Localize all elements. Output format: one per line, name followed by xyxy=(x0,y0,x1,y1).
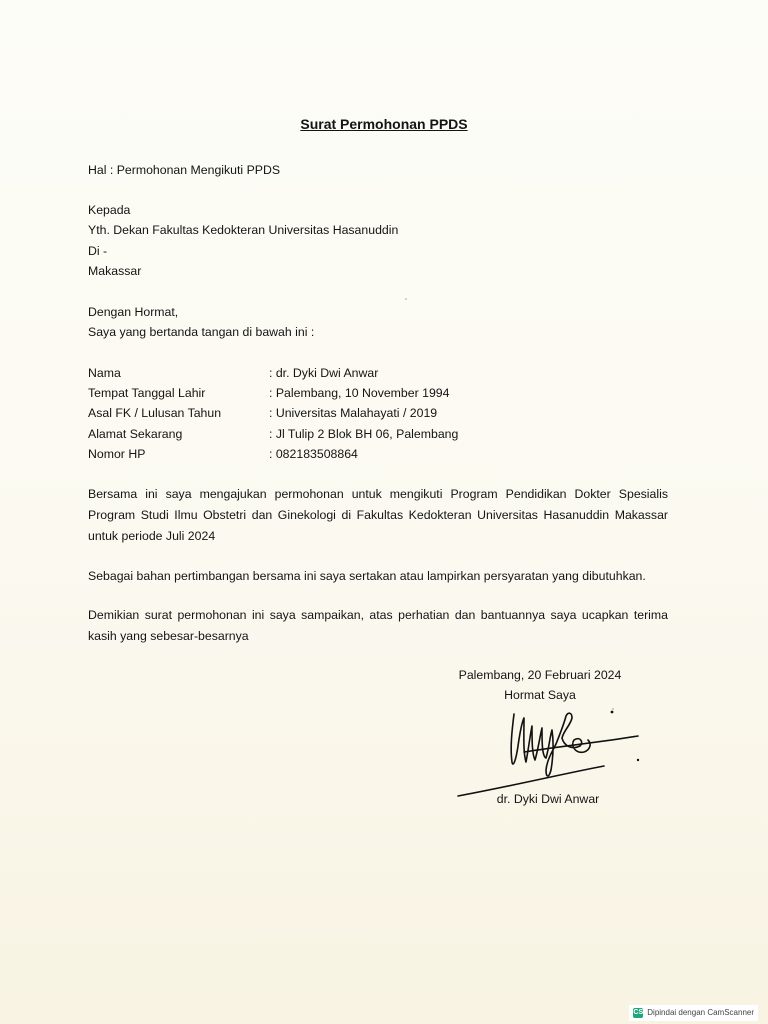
field-label-name: Nama xyxy=(88,366,121,380)
camscanner-text: Dipindai dengan CamScanner xyxy=(647,1008,754,1017)
field-label-origin: Asal FK / Lulusan Tahun xyxy=(88,406,222,420)
camscanner-icon: CS xyxy=(633,1009,644,1016)
signer-name: dr. Dyki Dwi Anwar xyxy=(496,792,600,806)
field-value-birth: : Palembang, 10 November 1994 xyxy=(269,386,450,400)
recipient-line-2: Yth. Dekan Fakultas Kedokteran Universitas Hasanuddin xyxy=(88,223,399,237)
paragraph-closing: Demikian surat permohonan ini saya sampaikan, atas perhatian dan bantuannya saya ucapkan terima kasih yang sebesar-besarnya xyxy=(88,608,668,643)
handwritten-signature xyxy=(452,700,652,800)
scan-speck xyxy=(405,298,407,300)
recipient-line-4: Makassar xyxy=(88,264,142,278)
place-date: Palembang, 20 Februari 2024 xyxy=(458,668,622,682)
paragraph-request: Bersama ini saya mengajukan permohonan untuk mengikuti Program Pendidikan Dokter Spesialis Program Studi Ilmu Obstetri dan Ginekologi di Fakultas Kedokteran Universitas Hasanuddin Makassar untuk periode Juli 2024 xyxy=(88,487,668,543)
paragraph-attachments: Sebagai bahan pertimbangan bersama ini saya sertakan atau lampirkan persyaratan yang dibutuhkan. xyxy=(88,569,646,583)
field-value-origin: : Universitas Malahayati / 2019 xyxy=(269,406,438,420)
intro-line: Saya yang bertanda tangan di bawah ini : xyxy=(88,325,315,339)
field-value-phone: : 082183508864 xyxy=(269,447,358,461)
greeting: Dengan Hormat, xyxy=(88,305,179,319)
scan-speck xyxy=(612,708,614,710)
camscanner-watermark xyxy=(629,1005,758,1021)
document-title: Surat Permohonan PPDS xyxy=(300,116,468,132)
field-label-birth: Tempat Tanggal Lahir xyxy=(88,386,206,400)
subject-line: Hal : Permohonan Mengikuti PPDS xyxy=(88,163,281,177)
field-label-address: Alamat Sekarang xyxy=(88,427,183,441)
field-value-name: : dr. Dyki Dwi Anwar xyxy=(269,366,379,380)
recipient-line-1: Kepada xyxy=(88,203,131,217)
recipient-line-3: Di - xyxy=(88,244,108,258)
field-value-address: : Jl Tulip 2 Blok BH 06, Palembang xyxy=(269,427,459,441)
salutation: Hormat Saya xyxy=(504,688,576,702)
field-label-phone: Nomor HP xyxy=(88,447,146,461)
